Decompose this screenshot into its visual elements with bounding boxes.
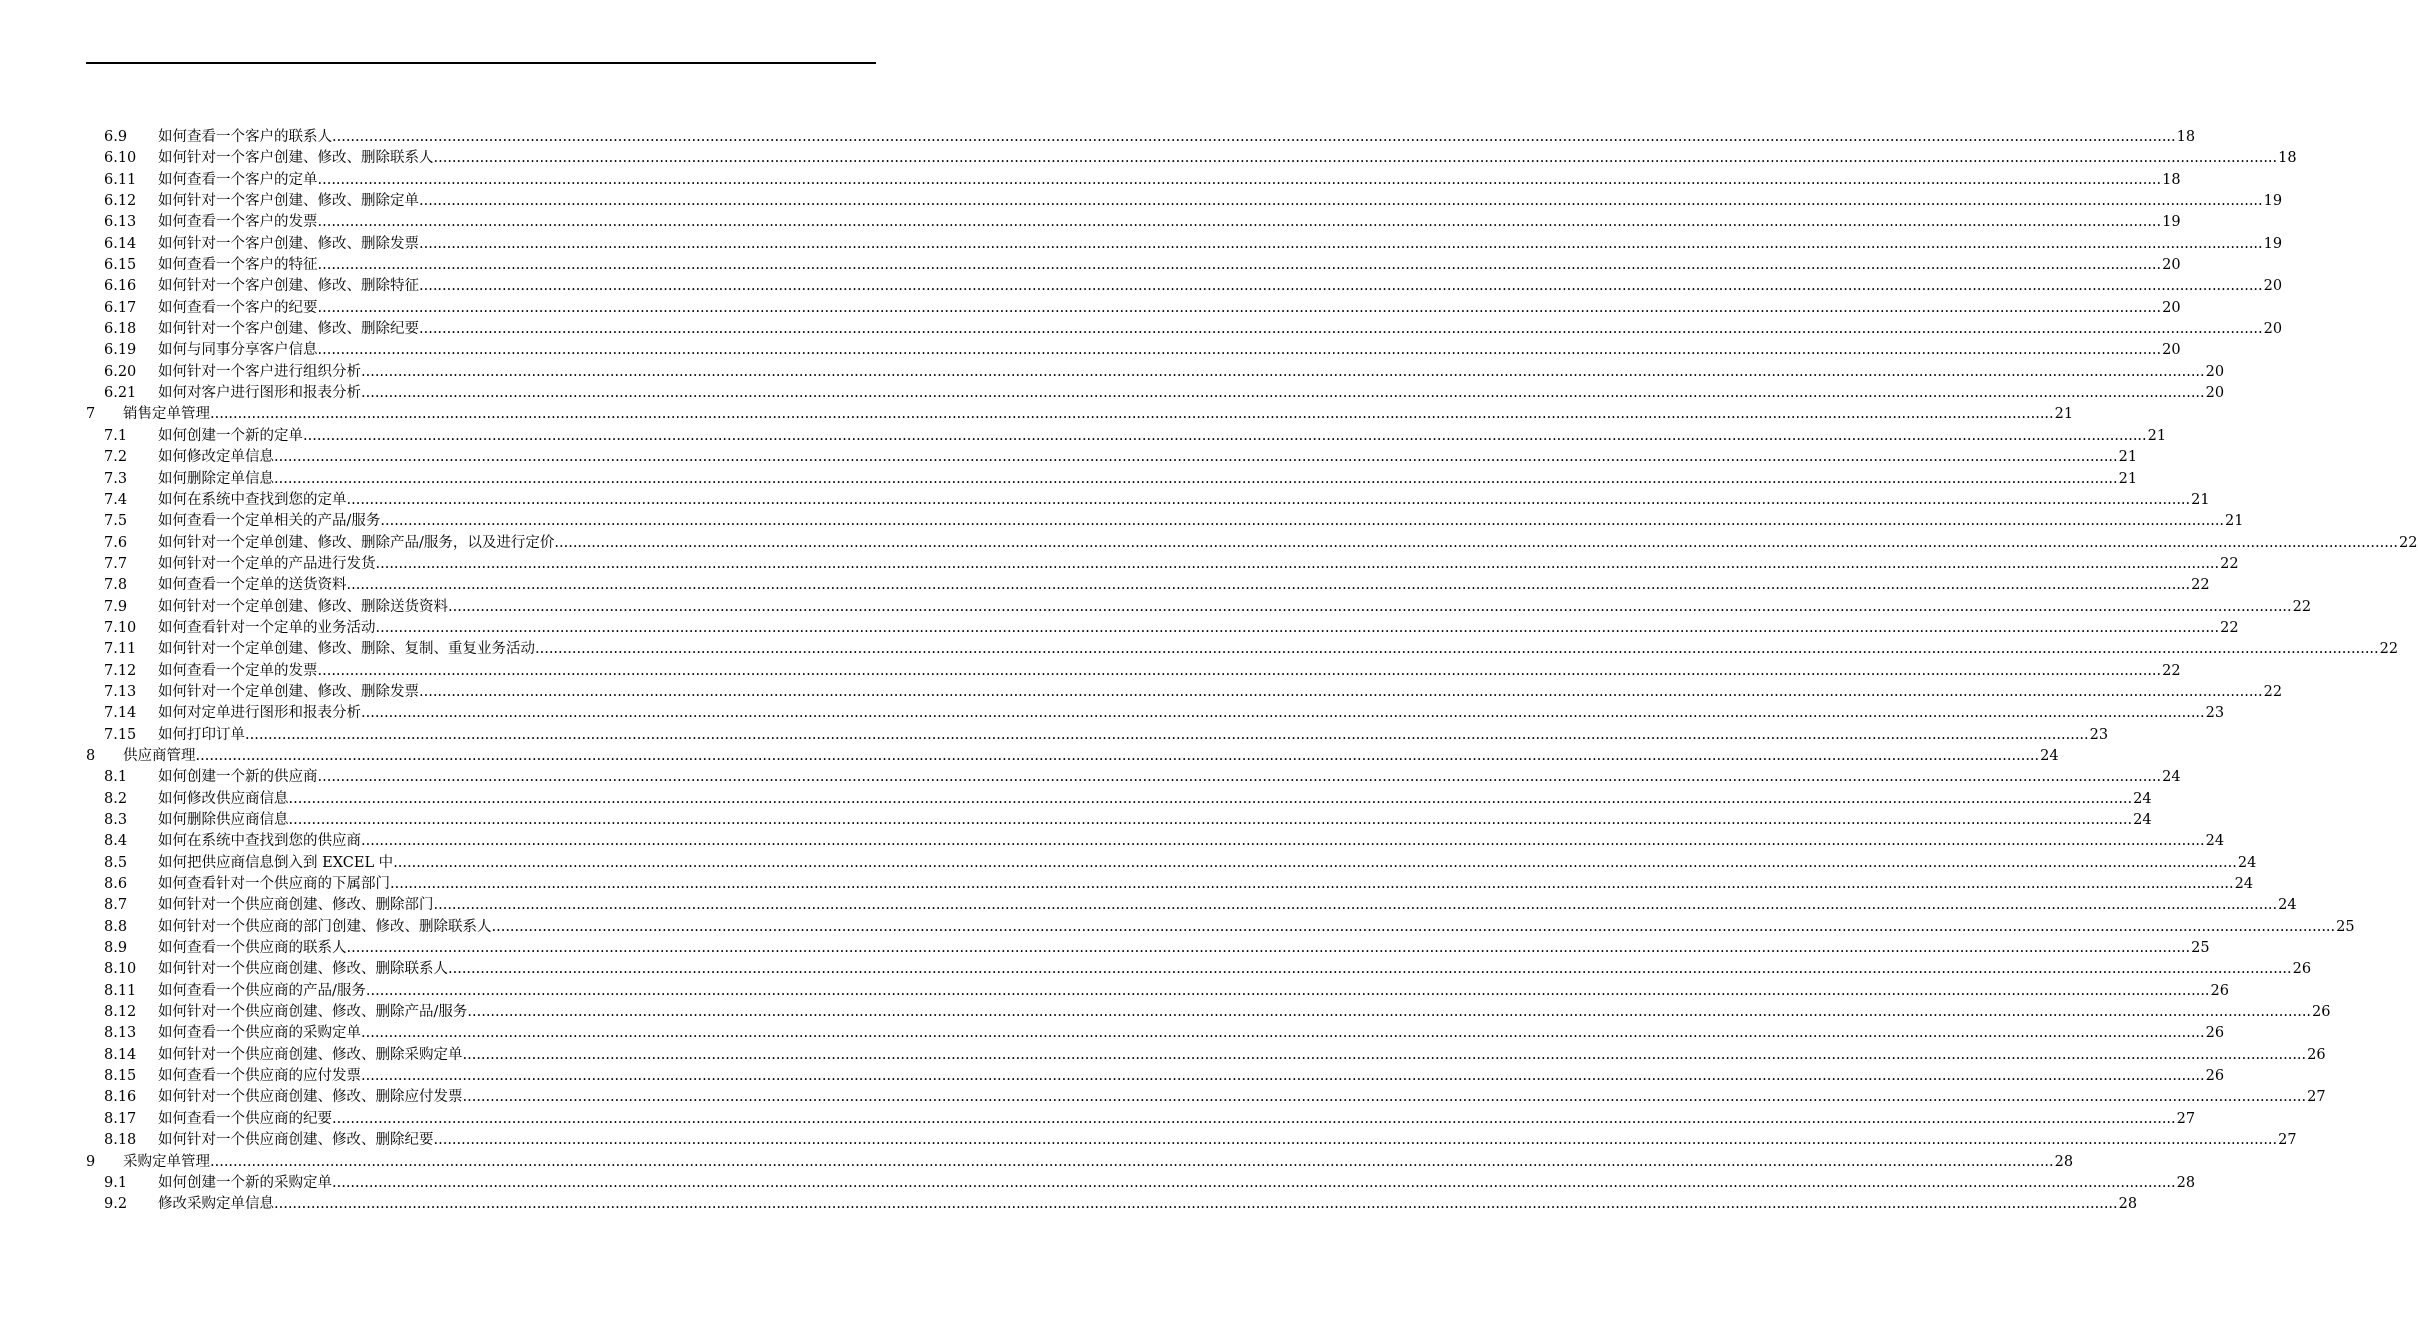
toc-entry[interactable] bbox=[86, 639, 2399, 660]
toc-dot-leader: ................................................................................................................................................................................................................................................................................................................................................................................................................ bbox=[288, 790, 2133, 807]
toc-dot-leader: ................................................................................................................................................................................................................................................................................................................................................................................................................ bbox=[317, 299, 2162, 316]
toc-dot-leader: ................................................................................................................................................................................................................................................................................................................................................................................................................ bbox=[419, 278, 2263, 295]
toc-entry-title: 如何针对一个客户创建、修改、删除联系人 bbox=[158, 148, 434, 169]
toc-dot-leader: ................................................................................................................................................................................................................................................................................................................................................................................................................ bbox=[433, 150, 2278, 167]
toc-entry[interactable] bbox=[86, 895, 2297, 916]
toc-entry-title: 如何针对一个客户创建、修改、删除定单 bbox=[158, 191, 419, 212]
toc-entry[interactable] bbox=[86, 682, 2283, 703]
toc-entry-page: 22 bbox=[2162, 662, 2181, 679]
toc-entry[interactable] bbox=[86, 959, 2312, 980]
toc-entry-title: 如何把供应商信息倒入到 EXCEL 中 bbox=[158, 853, 393, 874]
toc-entry-title: 如何创建一个新的采购定单 bbox=[158, 1173, 332, 1194]
toc-dot-leader: ................................................................................................................................................................................................................................................................................................................................................................................................................ bbox=[332, 1110, 2176, 1127]
toc-entry[interactable] bbox=[86, 276, 2283, 297]
toc-entry-number: 7.13 bbox=[104, 683, 137, 700]
toc-entry-title: 如何查看一个定单相关的产品/服务 bbox=[158, 511, 380, 532]
toc-entry-title: 如何针对一个客户创建、修改、删除特征 bbox=[158, 276, 419, 297]
toc-entry-title: 如何查看一个定单的发票 bbox=[158, 661, 318, 682]
toc-entry[interactable] bbox=[86, 938, 2210, 959]
toc-entry-title: 如何针对一个供应商创建、修改、删除产品/服务 bbox=[158, 1002, 467, 1023]
toc-entry-number: 6.12 bbox=[104, 193, 137, 210]
toc-entry-page: 20 bbox=[2162, 342, 2181, 359]
toc-entry-title: 如何查看一个客户的纪要 bbox=[158, 298, 318, 319]
toc-entry-page: 19 bbox=[2162, 214, 2181, 231]
toc-entry-title: 如何修改供应商信息 bbox=[158, 789, 289, 810]
toc-entry-title: 如何查看一个供应商的应付发票 bbox=[158, 1066, 361, 1087]
toc-entry-number: 7.3 bbox=[104, 470, 128, 487]
toc-entry-title: 修改采购定单信息 bbox=[158, 1194, 274, 1215]
toc-entry[interactable] bbox=[86, 490, 2210, 511]
toc-entry[interactable] bbox=[86, 789, 2152, 810]
toc-entry-title: 如何删除供应商信息 bbox=[158, 810, 289, 831]
toc-dot-leader: ................................................................................................................................................................................................................................................................................................................................................................................................................ bbox=[274, 1196, 2118, 1213]
toc-entry[interactable] bbox=[86, 810, 2152, 831]
toc-entry[interactable] bbox=[86, 853, 2257, 874]
toc-entry-page: 21 bbox=[2225, 513, 2244, 530]
toc-entry-number: 7.5 bbox=[104, 513, 128, 530]
toc-entry-title: 如何针对一个供应商的部门创建、修改、删除联系人 bbox=[158, 917, 492, 938]
toc-entry-page: 22 bbox=[2263, 683, 2283, 700]
toc-entry-number: 8.12 bbox=[104, 1004, 137, 1021]
toc-entry-page: 28 bbox=[2118, 1196, 2138, 1213]
toc-entry-page: 26 bbox=[2205, 1068, 2225, 1085]
toc-entry-number: 9.1 bbox=[104, 1174, 128, 1191]
toc-entry-page: 22 bbox=[2379, 641, 2399, 658]
toc-dot-leader: ................................................................................................................................................................................................................................................................................................................................................................................................................ bbox=[274, 449, 2118, 466]
toc-dot-leader: ................................................................................................................................................................................................................................................................................................................................................................................................................ bbox=[390, 876, 2234, 893]
toc-dot-leader: ................................................................................................................................................................................................................................................................................................................................................................................................................ bbox=[361, 1025, 2205, 1042]
toc-entry[interactable] bbox=[86, 661, 2181, 682]
toc-dot-leader: ................................................................................................................................................................................................................................................................................................................................................................................................................ bbox=[361, 363, 2205, 380]
toc-entry-number: 8.2 bbox=[104, 790, 128, 807]
toc-entry-number: 8.8 bbox=[104, 918, 128, 935]
toc-entry-page: 26 bbox=[2307, 1046, 2326, 1063]
toc-entry[interactable] bbox=[86, 234, 2283, 255]
toc-entry-number: 8.18 bbox=[104, 1132, 137, 1149]
toc-entry-page: 25 bbox=[2336, 918, 2355, 935]
toc-entry-page: 20 bbox=[2162, 299, 2181, 316]
toc-dot-leader: ................................................................................................................................................................................................................................................................................................................................................................................................................ bbox=[317, 214, 2162, 231]
toc-entry-number: 6.13 bbox=[104, 214, 137, 231]
header-rule bbox=[86, 62, 876, 64]
toc-entry-page: 19 bbox=[2263, 193, 2283, 210]
toc-entry-page: 28 bbox=[2054, 1153, 2074, 1170]
toc-entry[interactable] bbox=[86, 874, 2254, 895]
toc-entry-page: 24 bbox=[2278, 897, 2297, 914]
toc-entry-number: 8.14 bbox=[104, 1046, 137, 1063]
toc-entry[interactable] bbox=[86, 340, 2181, 361]
toc-entry-title: 如何查看一个供应商的纪要 bbox=[158, 1109, 332, 1130]
toc-dot-leader: ................................................................................................................................................................................................................................................................................................................................................................................................................ bbox=[317, 662, 2162, 679]
toc-dot-leader: ................................................................................................................................................................................................................................................................................................................................................................................................................ bbox=[317, 257, 2162, 274]
toc-entry-title: 如何创建一个新的定单 bbox=[158, 426, 303, 447]
toc-entry-title: 如何查看一个供应商的联系人 bbox=[158, 938, 347, 959]
toc-dot-leader: ................................................................................................................................................................................................................................................................................................................................................................................................................ bbox=[535, 641, 2379, 658]
toc-entry[interactable] bbox=[86, 404, 2074, 425]
toc-entry-number: 7.11 bbox=[104, 641, 137, 658]
toc-dot-leader: ................................................................................................................................................................................................................................................................................................................................................................................................................ bbox=[274, 470, 2118, 487]
toc-entry-number: 8.13 bbox=[104, 1025, 137, 1042]
toc-entry-title: 如何针对一个客户创建、修改、删除纪要 bbox=[158, 319, 419, 340]
toc-entry-title: 如何与同事分享客户信息 bbox=[158, 340, 318, 361]
toc-entry-page: 23 bbox=[2089, 726, 2109, 743]
toc-dot-leader: ................................................................................................................................................................................................................................................................................................................................................................................................................ bbox=[448, 598, 2292, 615]
toc-entry-page: 22 bbox=[2399, 534, 2418, 551]
toc-entry-number: 6.17 bbox=[104, 299, 137, 316]
toc-entry-page: 24 bbox=[2162, 769, 2181, 786]
toc-entry-number: 7.9 bbox=[104, 598, 128, 615]
toc-dot-leader: ................................................................................................................................................................................................................................................................................................................................................................................................................ bbox=[317, 171, 2162, 188]
toc-entry-title: 如何查看一个供应商的产品/服务 bbox=[158, 981, 366, 1002]
toc-entry-number: 7.12 bbox=[104, 662, 137, 679]
toc-entry-number: 6.10 bbox=[104, 150, 137, 167]
toc-dot-leader: ................................................................................................................................................................................................................................................................................................................................................................................................................ bbox=[554, 534, 2399, 551]
toc-entry-number: 7.6 bbox=[104, 534, 128, 551]
toc-entry-number: 8.6 bbox=[104, 876, 128, 893]
toc-entry-title: 如何针对一个供应商创建、修改、删除应付发票 bbox=[158, 1087, 463, 1108]
toc-entry-title: 如何针对一个供应商创建、修改、删除部门 bbox=[158, 895, 434, 916]
toc-entry-title: 如何查看针对一个供应商的下属部门 bbox=[158, 874, 390, 895]
toc-entry-page: 18 bbox=[2162, 171, 2181, 188]
toc-entry-page: 27 bbox=[2278, 1132, 2297, 1149]
toc-entry-title: 如何对客户进行图形和报表分析 bbox=[158, 383, 361, 404]
toc-entry-number: 8.5 bbox=[104, 854, 128, 871]
toc-dot-leader: ................................................................................................................................................................................................................................................................................................................................................................................................................ bbox=[317, 342, 2162, 359]
toc-dot-leader: ................................................................................................................................................................................................................................................................................................................................................................................................................ bbox=[419, 235, 2263, 252]
toc-entry[interactable] bbox=[86, 1194, 2138, 1215]
toc-dot-leader: ................................................................................................................................................................................................................................................................................................................................................................................................................ bbox=[433, 1132, 2278, 1149]
toc-entry-number: 8.1 bbox=[104, 769, 128, 786]
toc-entry[interactable] bbox=[86, 981, 2229, 1002]
toc-entry-number: 6.15 bbox=[104, 257, 137, 274]
toc-entry[interactable] bbox=[86, 511, 2244, 532]
toc-entry[interactable] bbox=[86, 148, 2297, 169]
toc-entry-number: 7 bbox=[86, 406, 96, 423]
toc-entry-title: 如何在系统中查找到您的定单 bbox=[158, 490, 347, 511]
toc-dot-leader: ................................................................................................................................................................................................................................................................................................................................................................................................................ bbox=[332, 129, 2176, 145]
toc-entry-page: 24 bbox=[2237, 854, 2257, 871]
toc-entry-number: 8 bbox=[86, 747, 96, 764]
toc-entry-title: 如何查看一个定单的送货资料 bbox=[158, 575, 347, 596]
toc-entry-title: 如何查看一个客户的定单 bbox=[158, 170, 318, 191]
toc-entry-page: 24 bbox=[2234, 876, 2254, 893]
toc-entry-page: 24 bbox=[2205, 833, 2225, 850]
toc-dot-leader: ................................................................................................................................................................................................................................................................................................................................................................................................................ bbox=[491, 918, 2336, 935]
toc-entry-number: 8.11 bbox=[104, 982, 137, 999]
toc-entry-number: 6.11 bbox=[104, 171, 137, 188]
toc-dot-leader: ................................................................................................................................................................................................................................................................................................................................................................................................................ bbox=[303, 427, 2147, 444]
toc-entry-number: 8.15 bbox=[104, 1068, 137, 1085]
toc-dot-leader: ................................................................................................................................................................................................................................................................................................................................................................................................................ bbox=[375, 619, 2220, 636]
toc-entry[interactable] bbox=[86, 212, 2181, 233]
toc-entry-title: 如何针对一个客户进行组织分析 bbox=[158, 362, 361, 383]
toc-dot-leader: ................................................................................................................................................................................................................................................................................................................................................................................................................ bbox=[346, 577, 2191, 594]
toc-entry-number: 8.9 bbox=[104, 940, 128, 957]
toc-entry-title: 如何针对一个供应商创建、修改、删除纪要 bbox=[158, 1130, 434, 1151]
toc-entry[interactable] bbox=[86, 767, 2181, 788]
toc-entry-number: 6.19 bbox=[104, 342, 137, 359]
toc-entry[interactable] bbox=[86, 831, 2225, 852]
toc-entry-page: 24 bbox=[2133, 790, 2152, 807]
toc-entry-number: 7.1 bbox=[104, 427, 128, 444]
toc-entry[interactable] bbox=[86, 255, 2181, 276]
toc-dot-leader: ................................................................................................................................................................................................................................................................................................................................................................................................................ bbox=[195, 747, 2040, 764]
toc-entry-page: 22 bbox=[2220, 619, 2239, 636]
toc-entry-page: 19 bbox=[2263, 235, 2283, 252]
toc-entry-title: 如何查看一个客户的联系人 bbox=[158, 127, 332, 148]
toc-entry-page: 25 bbox=[2191, 940, 2210, 957]
toc-entry[interactable] bbox=[86, 127, 2196, 148]
toc-dot-leader: ................................................................................................................................................................................................................................................................................................................................................................................................................ bbox=[361, 833, 2205, 850]
toc-entry-title: 如何针对一个客户创建、修改、删除发票 bbox=[158, 234, 419, 255]
toc-entry-title: 如何查看一个供应商的采购定单 bbox=[158, 1023, 361, 1044]
toc-entry-page: 24 bbox=[2040, 747, 2059, 764]
toc-entry[interactable] bbox=[86, 383, 2225, 404]
toc-dot-leader: ................................................................................................................................................................................................................................................................................................................................................................................................................ bbox=[462, 1089, 2307, 1106]
toc-entry-number: 8.7 bbox=[104, 897, 128, 914]
toc-entry[interactable] bbox=[86, 597, 2312, 618]
toc-dot-leader: ................................................................................................................................................................................................................................................................................................................................................................................................................ bbox=[361, 705, 2205, 722]
toc-dot-leader: ................................................................................................................................................................................................................................................................................................................................................................................................................ bbox=[361, 1068, 2205, 1085]
toc-entry-number: 8.10 bbox=[104, 961, 137, 978]
toc-entry[interactable] bbox=[86, 1045, 2326, 1066]
toc-entry[interactable] bbox=[86, 575, 2210, 596]
toc-entry-number: 6.14 bbox=[104, 235, 137, 252]
toc-dot-leader: ................................................................................................................................................................................................................................................................................................................................................................................................................ bbox=[361, 385, 2205, 402]
toc-dot-leader: ................................................................................................................................................................................................................................................................................................................................................................................................................ bbox=[448, 961, 2292, 978]
toc-dot-leader: ................................................................................................................................................................................................................................................................................................................................................................................................................ bbox=[245, 726, 2089, 743]
toc-entry-page: 20 bbox=[2205, 385, 2225, 402]
toc-entry[interactable] bbox=[86, 533, 2418, 554]
toc-entry-title: 如何创建一个新的供应商 bbox=[158, 767, 318, 788]
toc-entry[interactable] bbox=[86, 746, 2059, 767]
toc-entry-number: 7.4 bbox=[104, 491, 128, 508]
toc-entry-number: 7.2 bbox=[104, 449, 128, 466]
toc-entry-page: 21 bbox=[2191, 491, 2210, 508]
toc-entry[interactable] bbox=[86, 426, 2167, 447]
toc-dot-leader: ................................................................................................................................................................................................................................................................................................................................................................................................................ bbox=[433, 897, 2278, 914]
toc-dot-leader: ................................................................................................................................................................................................................................................................................................................................................................................................................ bbox=[375, 555, 2220, 572]
toc-entry-page: 22 bbox=[2220, 555, 2239, 572]
toc-entry-page: 21 bbox=[2147, 427, 2167, 444]
toc-entry-title: 如何针对一个定单的产品进行发货 bbox=[158, 554, 376, 575]
toc-entry-page: 20 bbox=[2205, 363, 2225, 380]
toc-dot-leader: ................................................................................................................................................................................................................................................................................................................................................................................................................ bbox=[317, 769, 2162, 786]
toc-entry-title: 如何查看针对一个定单的业务活动 bbox=[158, 618, 376, 639]
toc-entry[interactable] bbox=[86, 1152, 2074, 1173]
toc-dot-leader: ................................................................................................................................................................................................................................................................................................................................................................................................................ bbox=[346, 940, 2191, 957]
table-of-contents bbox=[86, 127, 2418, 1216]
toc-entry[interactable] bbox=[86, 1087, 2326, 1108]
toc-dot-leader: ................................................................................................................................................................................................................................................................................................................................................................................................................ bbox=[380, 513, 2225, 530]
toc-entry-title: 如何查看一个客户的发票 bbox=[158, 212, 318, 233]
toc-entry[interactable] bbox=[86, 298, 2181, 319]
toc-entry-title: 如何删除定单信息 bbox=[158, 469, 274, 490]
toc-entry-number: 8.4 bbox=[104, 833, 128, 850]
toc-entry-page: 20 bbox=[2263, 321, 2283, 338]
toc-entry-page: 26 bbox=[2205, 1025, 2225, 1042]
toc-entry[interactable] bbox=[86, 1066, 2225, 1087]
toc-entry-number: 8.3 bbox=[104, 812, 128, 828]
toc-entry-number: 8.16 bbox=[104, 1089, 137, 1106]
toc-entry-title: 如何对定单进行图形和报表分析 bbox=[158, 703, 361, 724]
toc-entry[interactable] bbox=[86, 1109, 2196, 1130]
toc-entry-page: 28 bbox=[2176, 1174, 2196, 1191]
toc-entry-page: 24 bbox=[2133, 812, 2152, 828]
toc-entry-page: 21 bbox=[2118, 449, 2138, 466]
toc-dot-leader: ................................................................................................................................................................................................................................................................................................................................................................................................................ bbox=[462, 1046, 2307, 1063]
toc-entry[interactable] bbox=[86, 362, 2225, 383]
toc-entry[interactable] bbox=[86, 191, 2283, 212]
toc-entry-number: 9 bbox=[86, 1153, 96, 1170]
toc-entry-number: 7.7 bbox=[104, 555, 128, 572]
toc-entry[interactable] bbox=[86, 1023, 2225, 1044]
toc-entry-number: 7.14 bbox=[104, 705, 137, 722]
toc-entry-title: 销售定单管理 bbox=[123, 404, 210, 425]
toc-entry-page: 20 bbox=[2162, 257, 2181, 274]
toc-entry[interactable] bbox=[86, 447, 2138, 468]
toc-entry-title: 供应商管理 bbox=[123, 746, 196, 767]
toc-entry[interactable] bbox=[86, 1130, 2297, 1151]
toc-entry[interactable] bbox=[86, 1173, 2196, 1194]
toc-entry-title: 如何修改定单信息 bbox=[158, 447, 274, 468]
toc-entry[interactable] bbox=[86, 1002, 2331, 1023]
toc-entry-page: 27 bbox=[2176, 1110, 2196, 1127]
toc-dot-leader: ................................................................................................................................................................................................................................................................................................................................................................................................................ bbox=[346, 491, 2191, 508]
toc-entry-page: 22 bbox=[2191, 577, 2210, 594]
toc-entry-number: 8.17 bbox=[104, 1110, 137, 1127]
toc-entry-title: 如何针对一个供应商创建、修改、删除联系人 bbox=[158, 959, 448, 980]
toc-entry[interactable] bbox=[86, 170, 2181, 191]
toc-entry-number: 6.18 bbox=[104, 321, 137, 338]
toc-entry-title: 如何针对一个定单创建、修改、删除、复制、重复业务活动 bbox=[158, 639, 535, 660]
toc-entry-page: 18 bbox=[2278, 150, 2297, 167]
toc-entry-page: 26 bbox=[2210, 982, 2229, 999]
toc-entry[interactable] bbox=[86, 618, 2239, 639]
toc-entry-title: 如何针对一个定单创建、修改、删除产品/服务，以及进行定价 bbox=[158, 533, 554, 554]
toc-entry-number: 7.10 bbox=[104, 619, 137, 636]
toc-entry-number: 7.15 bbox=[104, 726, 137, 743]
toc-dot-leader: ................................................................................................................................................................................................................................................................................................................................................................................................................ bbox=[288, 812, 2133, 828]
toc-entry[interactable] bbox=[86, 554, 2239, 575]
toc-entry-page: 26 bbox=[2292, 961, 2312, 978]
toc-entry-title: 如何在系统中查找到您的供应商 bbox=[158, 831, 361, 852]
toc-entry-page: 27 bbox=[2307, 1089, 2326, 1106]
toc-entry-title: 采购定单管理 bbox=[123, 1152, 210, 1173]
toc-dot-leader: ................................................................................................................................................................................................................................................................................................................................................................................................................ bbox=[419, 683, 2263, 700]
toc-entry[interactable] bbox=[86, 725, 2109, 746]
toc-entry-number: 6.9 bbox=[104, 129, 128, 145]
toc-entry[interactable] bbox=[86, 917, 2355, 938]
toc-entry-page: 23 bbox=[2205, 705, 2225, 722]
toc-entry-title: 如何查看一个客户的特征 bbox=[158, 255, 318, 276]
toc-dot-leader: ................................................................................................................................................................................................................................................................................................................................................................................................................ bbox=[393, 854, 2237, 871]
toc-dot-leader: ................................................................................................................................................................................................................................................................................................................................................................................................................ bbox=[419, 321, 2263, 338]
toc-entry-title: 如何打印订单 bbox=[158, 725, 245, 746]
toc-entry-page: 21 bbox=[2054, 406, 2074, 423]
toc-entry-title: 如何针对一个供应商创建、修改、删除采购定单 bbox=[158, 1045, 463, 1066]
toc-entry-page: 26 bbox=[2312, 1004, 2331, 1021]
toc-dot-leader: ................................................................................................................................................................................................................................................................................................................................................................................................................ bbox=[210, 1153, 2054, 1170]
toc-dot-leader: ................................................................................................................................................................................................................................................................................................................................................................................................................ bbox=[467, 1004, 2312, 1021]
toc-entry[interactable] bbox=[86, 319, 2283, 340]
toc-entry-title: 如何针对一个定单创建、修改、删除发票 bbox=[158, 682, 419, 703]
toc-entry-number: 9.2 bbox=[104, 1196, 128, 1213]
toc-entry-page: 20 bbox=[2263, 278, 2283, 295]
toc-entry-page: 22 bbox=[2292, 598, 2312, 615]
toc-entry-title: 如何针对一个定单创建、修改、删除送货资料 bbox=[158, 597, 448, 618]
toc-entry-number: 6.20 bbox=[104, 363, 137, 380]
toc-entry-number: 6.16 bbox=[104, 278, 137, 295]
toc-dot-leader: ................................................................................................................................................................................................................................................................................................................................................................................................................ bbox=[365, 982, 2210, 999]
toc-entry-number: 7.8 bbox=[104, 577, 128, 594]
toc-dot-leader: ................................................................................................................................................................................................................................................................................................................................................................................................................ bbox=[332, 1174, 2176, 1191]
toc-entry[interactable] bbox=[86, 703, 2225, 724]
toc-entry[interactable] bbox=[86, 469, 2138, 490]
toc-dot-leader: ................................................................................................................................................................................................................................................................................................................................................................................................................ bbox=[210, 406, 2054, 423]
toc-entry-page: 18 bbox=[2176, 129, 2196, 145]
toc-dot-leader: ................................................................................................................................................................................................................................................................................................................................................................................................................ bbox=[419, 193, 2263, 210]
toc-entry-number: 6.21 bbox=[104, 385, 137, 402]
toc-entry-page: 21 bbox=[2118, 470, 2138, 487]
